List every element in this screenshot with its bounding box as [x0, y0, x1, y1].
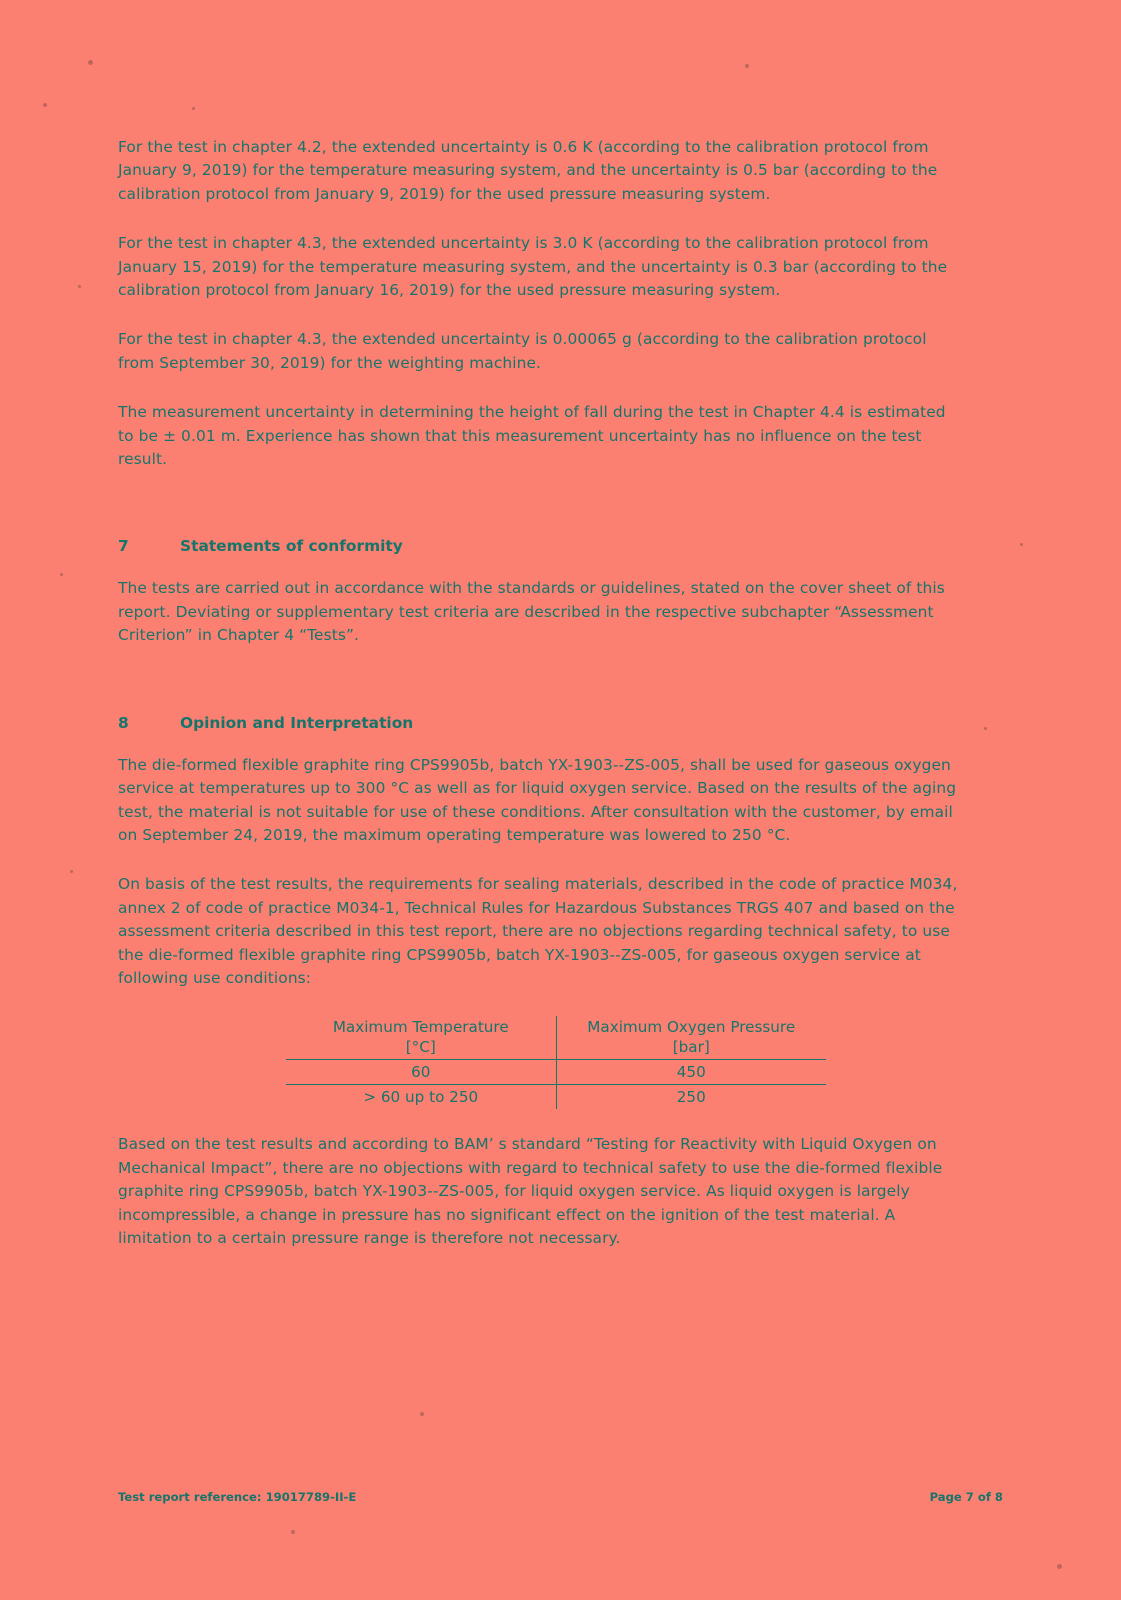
- table-row: [286, 1085, 826, 1110]
- footer-page-number: Page 7 of 8: [929, 1490, 1003, 1504]
- section-title-7: Statements of conformity: [180, 537, 403, 556]
- scan-speck: [192, 107, 195, 110]
- paragraph-uncertainty-4-4: The measurement uncertainty in determining the height of fall during the test in Chapter 4.4 is estimated to be ± 0.01 m. Experience has shown that this measurement uncertainty has no influence on the test result.: [118, 403, 946, 469]
- column-header-max-temperature: Maximum Temperature: [286, 1016, 556, 1036]
- scan-speck: [88, 60, 93, 65]
- cell-pressure-1: 450: [556, 1060, 826, 1085]
- table-header-row-line1: [286, 1016, 826, 1036]
- scan-speck: [60, 573, 63, 576]
- section-number-8: 8: [118, 713, 129, 732]
- scan-speck: [1057, 1564, 1062, 1569]
- cell-pressure-2: 250: [676, 1088, 706, 1107]
- scan-speck: [745, 64, 749, 68]
- scan-speck: [420, 1412, 424, 1416]
- cell-temperature-2: > 60 up to 250: [286, 1085, 556, 1110]
- section-number-7: 7: [118, 537, 129, 556]
- scan-speck: [43, 103, 47, 107]
- table-head: [286, 1016, 826, 1060]
- scan-speck: [291, 1530, 295, 1534]
- column-unit-pressure: [bar]: [556, 1036, 826, 1060]
- paragraph-opinion-1: The die-formed flexible graphite ring CPS9905b, batch YX-1903--ZS-005, shall be used for gaseous oxygen service at temperatures up to 300 °C as well as for liquid oxygen service. Based on the results of the aging test, the material is not suitable for use of these conditions. After consultation with the customer, by email on September 24, 2019, the maximum operating temperature was lowered to 250 °C.: [118, 755, 957, 844]
- footer-report-reference: Test report reference: 19017789-II-E: [118, 1490, 357, 1504]
- column-unit-temperature: [°C]: [286, 1036, 556, 1060]
- scan-speck: [70, 870, 73, 873]
- scan-speck: [984, 727, 987, 730]
- paragraph-uncertainty-4-3-weight: For the test in chapter 4.3, the extended uncertainty is 0.00065 g (according to the calibration protocol from September 30, 2019) for the weighting machine.: [118, 330, 927, 372]
- cell-temperature-1: 60: [286, 1060, 556, 1085]
- scan-speck: [78, 285, 81, 288]
- section-heading-8: [118, 714, 963, 732]
- section-title-8: Opinion and Interpretation: [180, 713, 414, 732]
- paragraph-uncertainty-4-3-temp: For the test in chapter 4.3, the extended uncertainty is 3.0 K (according to the calibration protocol from January 15, 2019) for the temperature measuring system, and the uncertainty is 0.3 bar (according to the calibration protocol from January 16, 2019) for the used pressure measuring system.: [118, 234, 948, 300]
- section-heading-7: [118, 537, 963, 555]
- paragraph-opinion-3: Based on the test results and according to BAM’ s standard “Testing for Reactivity with Liquid Oxygen on Mechanical Impact”, there are no objections with regard to technical safety to use the die-formed flexible graphite ring CPS9905b, batch YX-1903--ZS-005, for liquid oxygen service. As liquid oxygen is largely incompressible, a change in pressure has no significant effect on the ignition of the test material. A limitation to a certain pressure range is therefore not necessary.: [118, 1135, 943, 1247]
- page-footer: [118, 1490, 1003, 1504]
- scan-speck: [1020, 543, 1023, 546]
- table-header-row-units: [286, 1036, 826, 1060]
- paragraph-uncertainty-4-2: For the test in chapter 4.2, the extended uncertainty is 0.6 K (according to the calibration protocol from January 9, 2019) for the temperature measuring system, and the uncertainty is 0.5 bar (according to the calibration protocol from January 9, 2019) for the used pressure measuring system.: [118, 138, 938, 203]
- table-body: [286, 1060, 826, 1110]
- use-conditions-table: [286, 1016, 826, 1109]
- document-body: [118, 136, 963, 1276]
- column-header-max-pressure: Maximum Oxygen Pressure: [587, 1018, 796, 1037]
- paragraph-opinion-2: On basis of the test results, the requirements for sealing materials, described in the code of practice M034, annex 2 of code of practice M034-1, Technical Rules for Hazardous Substances TRGS 407 and based on the assessment criteria described in this test report, there are no objections regarding technical safety, to use the die-formed flexible graphite ring CPS9905b, batch YX-1903--ZS-005, for gaseous oxygen service at following use conditions:: [118, 875, 958, 987]
- table-row: [286, 1060, 826, 1085]
- paragraph-statements-of-conformity: The tests are carried out in accordance with the standards or guidelines, stated on the cover sheet of this report. Deviating or supplementary test criteria are described in the respective subchapter “Assessment Criterion” in Chapter 4 “Tests”.: [118, 579, 945, 645]
